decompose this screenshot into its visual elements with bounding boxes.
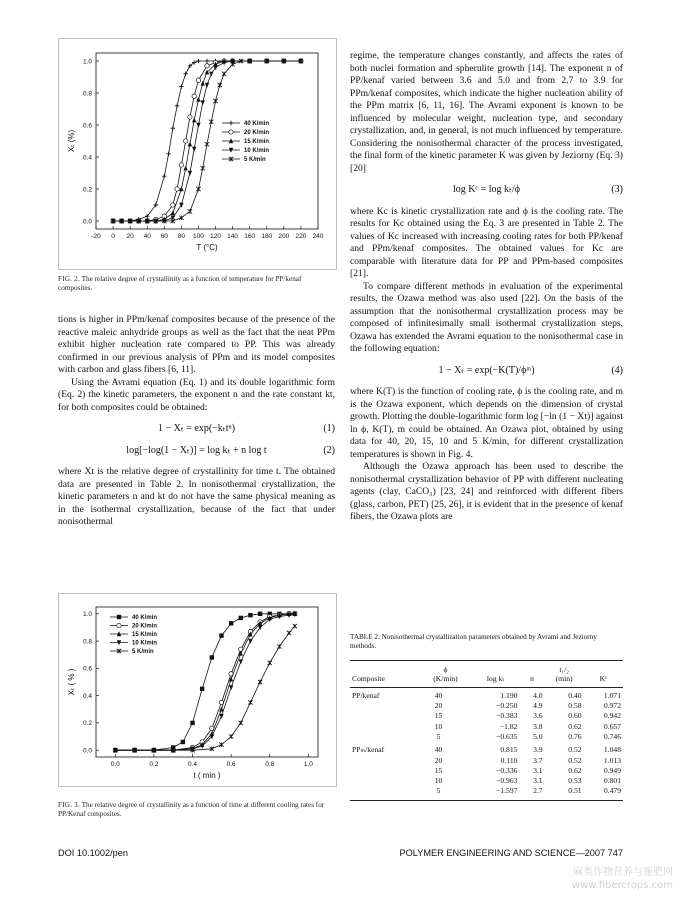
data-point [219,714,223,719]
legend [222,121,269,163]
plot-frame [96,607,318,757]
x-tick-label: 0.0 [110,761,120,768]
data-point [183,139,187,143]
figure-2-chart [59,39,336,269]
table-cell: 5.0 [533,732,543,741]
x-tick-label: 140 [227,233,239,240]
x-tick-label: 1.0 [303,761,313,768]
equation-4-body: 1 − Xₜ = exp(−K(T)/ϕᵐ) [438,364,535,376]
table-2-caption-label: TABLE 2. [350,633,380,641]
data-point [205,59,209,63]
table-2-body [350,687,623,800]
data-point [248,700,252,704]
data-point [268,661,272,665]
watermark-line-2: www.fibercrops.com [571,880,673,891]
data-point [293,624,297,628]
x-tick-label: 40 [143,233,151,240]
table-header-cell: Kᶜ [584,674,623,688]
equation-1-number: (1) [323,423,335,434]
data-point [162,174,166,178]
table-2-caption-text: Nonisothermal crystallization parameters obtained by Avrami and Jeziorny methods. [350,633,597,651]
data-point [230,62,234,66]
table-cell [350,732,419,742]
chart-axes [67,607,318,780]
left-paragraph-1: tions is higher in PPm/kenaf composites because of the presence of the reactive maleic anhydride groups as well as the fact that the neat PPm exhibit higher nucleation rate compared to PP. This was already confirmed in our previous analysis of PPm and its model composites with carbon and glass fibers [6, 11]. [58,314,335,375]
data-point [192,147,196,152]
x-tick-label: 160 [244,233,256,240]
data-point [218,83,222,87]
equation-2-number: (2) [323,444,335,456]
right-column-text [350,50,623,524]
table-cell: 10 [434,721,443,731]
data-point [229,130,233,134]
table-cell: −0.963 [496,776,518,786]
data-point [229,621,233,625]
table-cell: 0.52 [568,755,582,765]
table-cell [350,756,419,766]
series-10-k-min [111,59,303,224]
table-row [350,722,623,732]
data-point [188,115,192,119]
data-point [179,186,183,191]
table-row [350,766,623,776]
x-tick-label: 0.2 [149,761,159,768]
legend-label: 20 K/min [132,623,158,630]
table-cell: 0.942 [603,711,621,721]
right-paragraph-2: where Kc is kinetic crystallization rate and ϕ is the cooling rate. The results for Kc obtained using the Eq. 3 are presented in Table 2. The values of Kc increased with increasing cooling rates for both PP/kenaf and PPm/kenaf composites. The obtained values for Kc are comparable with literature data for PP and PPm-based composites [21]. [350,205,623,279]
data-point [171,203,175,207]
table-cell: 0.479 [584,786,623,800]
data-point [219,633,223,637]
table-header-cell [519,660,544,674]
data-point [181,740,185,744]
x-tick-label: 60 [160,233,168,240]
table-row [350,732,623,742]
table-cell: 0.51 [545,786,584,800]
table-2-caption [350,633,623,652]
figure-2-caption [58,275,335,294]
table-cell: −0.635 [496,732,518,741]
left-paragraph-2: Using the Avrami equation (Eq. 1) and its double logarithmic form (Eq. 2) the kinetic parameters, the exponent n and the rate constant kt, for both composites could be obtained: [58,376,335,413]
table-cell: 1.013 [603,755,621,765]
table-cell: −0.383 [496,711,518,721]
data-point [117,615,121,619]
table-row [350,701,623,711]
table-cell: 0.657 [603,721,621,731]
table-cell: 0.40 [568,690,582,700]
table-cell: 4.0 [533,690,543,700]
table-cell: 0.53 [568,776,582,786]
table-cell: PP/kenaf [352,690,380,700]
legend-label: 40 K/min [244,121,270,128]
table-row [350,711,623,721]
table-cell [350,776,419,786]
table-cell: 0.62 [568,721,582,731]
data-point [188,171,192,176]
figure-3-chart [59,594,336,786]
x-tick-label: 120 [210,233,221,240]
legend-label: 15 K/min [244,139,270,146]
x-tick-label: -20 [91,233,101,240]
footer-journal: POLYMER ENGINEERING AND SCIENCE—2007 747 [399,848,623,858]
data-point [222,72,226,76]
x-axis-label: t ( min ) [193,771,221,780]
x-tick-label: 180 [261,233,273,240]
y-tick-label: 0.2 [82,720,92,728]
table-header-cell: (min) [545,674,584,688]
x-tick-label: 240 [312,233,324,240]
table-cell: 5 [419,786,472,800]
y-tick-label: 0.4 [82,154,92,162]
table-cell: −0.336 [496,765,518,775]
table-cell [350,711,419,721]
table-cell: 3.1 [533,776,543,786]
data-point [117,623,121,627]
table-cell: 20 [434,755,443,765]
table-header-cell [584,660,623,674]
data-point [179,163,183,167]
y-axis-label: Xₜ ( % ) [67,668,76,696]
table-cell: 1.190 [500,690,518,700]
table-cell: 0.801 [603,776,621,786]
left-column-text [58,314,335,529]
table-cell: 3.9 [533,745,543,755]
x-tick-label: 0.4 [187,761,198,768]
table-cell: 3.8 [533,721,543,731]
legend-label: 40 K/min [132,615,158,622]
x-tick-label: 100 [193,233,204,240]
data-point [287,631,291,635]
data-point [209,72,213,77]
legend-label: 10 K/min [244,148,270,155]
table-header-cell: n [519,674,544,688]
table-cell: 1.071 [603,690,621,700]
table-cell [350,786,419,800]
table-header-cell [472,660,519,674]
table-row [350,776,623,786]
equation-1 [58,423,335,436]
data-point [213,99,217,103]
table-2 [350,633,623,801]
figure-2-caption-label: FIG. 2. [58,275,80,283]
y-tick-label: 0.2 [82,186,92,194]
data-point [200,687,204,691]
table-cell: 0.972 [603,701,621,711]
equation-3 [350,184,623,197]
table-cell: 0.76 [568,732,582,741]
figure-3 [58,593,337,787]
data-point [175,104,179,108]
table-cell: 20 [434,701,443,711]
equation-3-number: (3) [611,184,623,195]
data-point [229,734,233,738]
data-point [258,680,262,684]
x-tick-label: 0 [111,233,115,240]
table-cell: −1.597 [472,786,519,800]
data-point [258,612,262,616]
data-point [192,118,196,123]
x-tick-label: 0.8 [265,761,275,768]
footer-doi: DOI 10.1002/pen [58,848,128,858]
table-header-row [350,674,623,688]
figure-3-caption-text: The relative degree of crystallinity as a function of time at different cooling rates for PP/Kenaf composites. [58,801,325,819]
table-cell: 0.58 [568,701,582,711]
data-point [239,616,243,620]
data-point [201,166,205,170]
x-tick-label: 0.6 [226,761,236,768]
equation-4-number: (4) [611,364,623,376]
equation-3-body: log Kᶜ = log kₜ/ϕ [453,184,520,195]
table-header-cell: ϕ [419,660,472,674]
equation-2-body: log[−log(1 − Xₜ)] = log kₜ + n log t [126,444,267,456]
table-cell: PPₘ/kenaf [352,745,385,755]
table-cell: 0.815 [500,745,518,755]
right-paragraph-3: To compare different methods in evaluation of the experimental results, the Ozawa method was also used [22]. On the basis of the assumption that the nonisothermal crystallization process may be composed of infinitesimally small isothermal crystallization steps, Ozawa has extended the Avrami equation to the nonisothermal case in the following equation: [350,280,623,354]
data-point [196,78,200,82]
legend-label: 5 K/min [132,649,154,656]
data-point [201,81,205,86]
data-point [183,72,187,76]
data-point [188,142,192,147]
data-point [219,743,223,747]
data-point [179,84,183,88]
legend-label: 5 K/min [244,157,266,164]
data-point [210,655,214,659]
table-cell [350,722,419,732]
y-tick-label: 0.8 [82,90,92,98]
data-point [196,59,200,63]
y-tick-label: 0.0 [82,218,92,226]
equation-2 [58,445,335,458]
data-point [239,659,243,664]
data-point [192,94,196,98]
table-cell: 15 [434,711,443,721]
data-point [196,97,200,102]
legend-label: 10 K/min [132,640,158,647]
data-point [205,142,209,146]
watermark-line-1: 麻类作物营养与施肥网 [573,867,673,878]
y-tick-label: 0.6 [82,122,92,130]
table-header-row-top [350,660,623,674]
table-cell: 0.52 [568,745,582,755]
data-point [248,613,252,617]
data-point [205,83,209,88]
table-header-cell [350,660,419,674]
data-point [171,210,175,215]
x-tick-label: 220 [295,233,307,240]
right-paragraph-4: where K(T) is the function of cooling rate, ϕ is the cooling rate, and m is the Ozawa exponent, which depends on the dimension of crystal growth. Plotting the double-logarithmic form log [−ln (1 − Xt)] against ln ϕ, K(T), m could be obtained. An Ozawa plot, obtained by using data for 40, 20, 15, 10 and 5 K/min, for different crystallization temperatures is shown in Fig. 4. [350,386,623,460]
data-point [229,121,233,125]
equation-1-body: 1 − Xₜ = exp(−kₜtⁿ) [157,423,236,434]
data-point [183,166,187,171]
y-axis-label: Xₜ (%) [67,129,76,153]
table-cell: 0.746 [603,732,621,741]
table-2-grid [350,660,623,801]
table-header-cell: (K/min) [419,674,472,688]
data-point [171,126,175,130]
y-tick-label: 0.0 [82,747,92,755]
figure-2-caption-text: The relative degree of crystallinity as a function of temperature for PP/kenaf composites. [58,275,302,293]
data-point [166,152,170,156]
plot-frame [96,53,318,229]
table-cell: 3.1 [533,765,543,775]
table-cell: 10 [434,776,443,786]
table-cell: 15 [434,765,443,775]
table-cell: −1.82 [499,721,518,731]
y-tick-label: 1.0 [82,611,92,619]
table-cell [350,701,419,711]
table-cell: −0.250 [496,701,518,711]
data-point [188,209,192,213]
data-point [209,120,213,124]
table-cell: 0.62 [568,765,582,775]
data-point [190,721,194,725]
data-point [179,216,183,220]
legend [110,615,157,655]
data-point [248,639,252,644]
data-point [229,685,233,690]
y-tick-label: 0.8 [82,638,92,646]
table-header-cell: t₁/₂ [545,660,584,674]
table-cell: 1.048 [603,745,621,755]
legend-label: 20 K/min [244,130,270,137]
right-paragraph-1: regime, the temperature changes constantly, and affects the rates of both nuclei formation and spherulite growth [14]. The exponent n of PP/kenaf varied between 3.6 and 5.0 and from 2.7 to 3.9 for PPm/kenaf composites, which indicate the higher nucleation ability of the PPm matrix [6, 11, 16]. The Avrami exponent is known to be influenced by molecular weight, nucleation type, and secondary crystallization, and, in general, is not much influenced by temperature. Considering the nonisothermal character of the process investigated, the final form of the kinetic parameter K was given by Jeziorny (Eq. 3) [20] [350,50,623,174]
figure-3-caption [58,801,335,820]
table-cell: 3.7 [533,755,543,765]
data-point [196,187,200,191]
table-cell [350,766,419,776]
figure-3-caption-label: FIG. 3. [58,801,80,809]
left-paragraph-3: where Xt is the relative degree of crystallinity for time t. The obtained data are presented in Table 2. In nonisothermal crystallization, the kinetic parameters n and kt do not have the same physical meaning as in the isothermal crystallization, because of the fact that under nonisothermal [58,466,335,527]
data-point [205,64,209,68]
data-point [277,644,281,648]
x-tick-label: 20 [126,233,134,240]
table-cell: 40 [434,690,443,700]
table-header-cell: log kₜ [472,674,519,688]
table-cell: 0.60 [568,711,582,721]
table-cell: 2.7 [519,786,544,800]
watermark [572,866,673,892]
y-tick-label: 0.6 [82,665,92,673]
table-cell: 0.949 [603,765,621,775]
data-point [175,187,179,191]
table-cell: 40 [434,745,443,755]
right-paragraph-5: Although the Ozawa approach has been used to describe the nonisothermal crystallization behavior of PP with different nucleating agents (clay, CaCO₃) [23, 24] and reinforced with different fibers (glass, carbon, PET) [25, 26], it is evident that in the presence of kenaf fibers, the Ozawa plots are [350,461,623,522]
y-tick-label: 0.4 [82,692,92,700]
x-axis-label: T (°C) [196,243,218,252]
table-header-cell: Composite [350,674,419,688]
figure-2 [58,38,337,270]
table-row [350,742,623,755]
data-point [201,100,205,105]
data-point [239,721,243,725]
x-tick-label: 200 [278,233,290,240]
table-cell: 3.6 [533,711,543,721]
data-point [196,123,200,128]
table-cell: 4.9 [533,701,543,711]
legend-label: 15 K/min [132,632,158,639]
y-tick-label: 1.0 [82,58,92,66]
table-row [350,756,623,766]
table-row [350,687,623,701]
chart-axes [67,53,324,252]
table-cell: 5 [436,732,441,741]
x-tick-label: 80 [177,233,186,240]
table-row [350,786,623,800]
equation-4 [350,365,623,378]
table-cell: 0.110 [500,755,518,765]
